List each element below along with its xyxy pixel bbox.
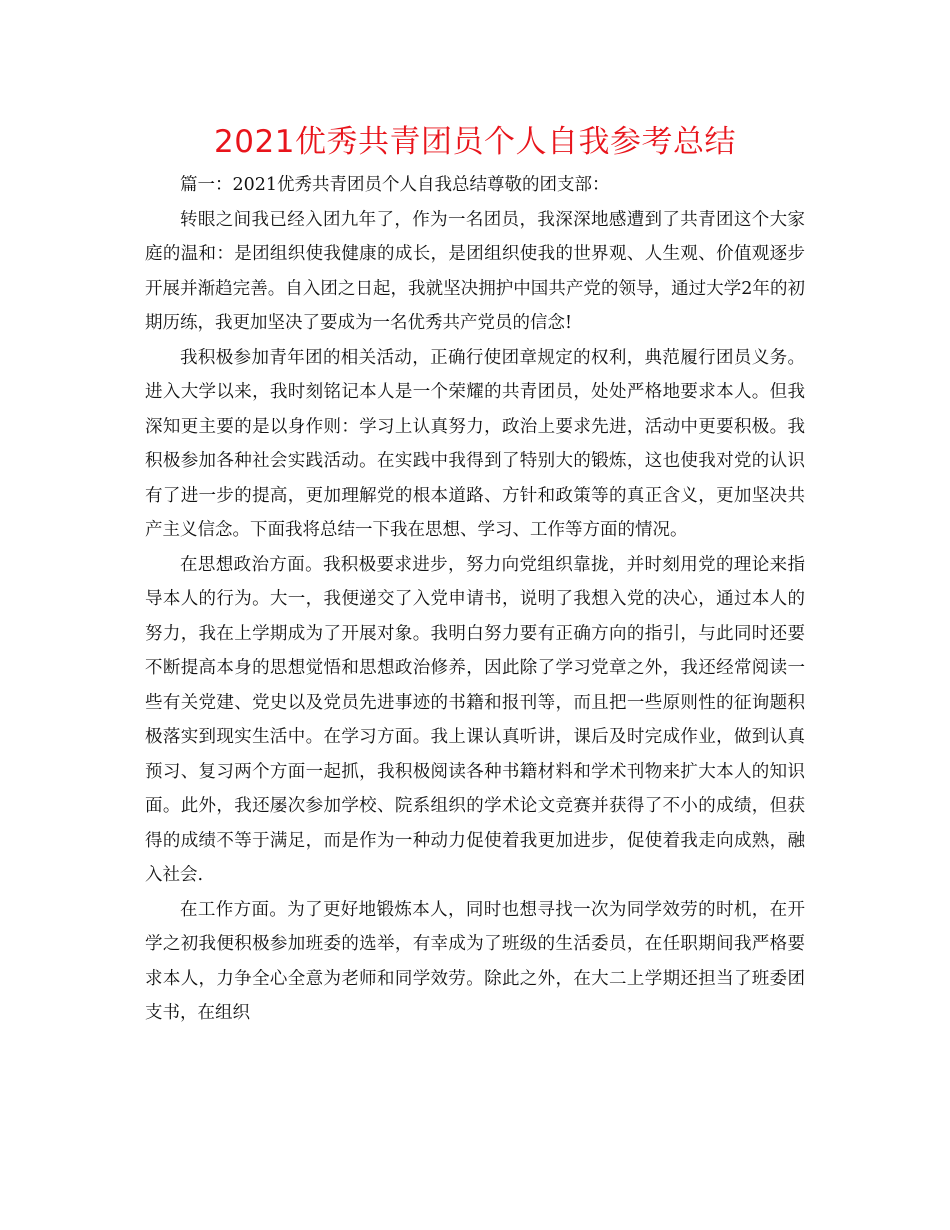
document-body [145, 168, 805, 1031]
document-title: 2021优秀共青团员个人自我参考总结 [214, 124, 736, 160]
paragraph-2: 我积极参加青年团的相关活动，正确行使团章规定的权利，典范履行团员义务。进入大学以来，我时刻铭记本人是一个荣耀的共青团员，处处严格地要求本人。但我深知更主要的是以身作则：学习上认真努力，政治上要求先进，活动中更要积极。我积极参加各种社会实践活动。在实践中我得到了特别大的锻炼，这也使我对党的认识有了进一步的提高，更加理解党的根本道路、方针和政策等的真正含义，更加坚决共产主义信念。下面我将总结一下我在思想、学习、工作等方面的情况。 [145, 347, 805, 540]
paragraph-3: 在思想政治方面。我积极要求进步，努力向党组织靠拢，并时刻用党的理论来指导本人的行为。大一，我便递交了入党申请书，说明了我想入党的决心，通过本人的努力，我在上学期成为了开展对象。我明白努力要有正确方向的指引，与此同时还要不断提高本身的思想觉悟和思想政治修养，因此除了学习党章之外，我还经常阅读一些有关党建、党史以及党员先进事迹的书籍和报刊等，而且把一些原则性的征询题积极落实到现实生活中。在学习方面。我上课认真听讲，课后及时完成作业，做到认真预习、复习两个方面一起抓，我积极阅读各种书籍材料和学术刊物来扩大本人的知识面。此外，我还屡次参加学校、院系组织的学术论文竞赛并获得了不小的成绩，但获得的成绩不等于满足，而是作为一种动力促使着我更加进步，促使着我走向成熟，融入社会. [145, 554, 805, 885]
paragraph-1: 转眼之间我已经入团九年了，作为一名团员，我深深地感遭到了共青团这个大家庭的温和：是团组织使我健康的成长，是团组织使我的世界观、人生观、价值观逐步开展并渐趋完善。自入团之日起，我就坚决拥护中国共产党的领导，通过大学2年的初期历练，我更加坚决了要成为一名优秀共产党员的信念! [145, 209, 805, 333]
paragraph-4: 在工作方面。为了更好地锻炼本人，同时也想寻找一次为同学效劳的时机，在开学之初我便积极参加班委的选举，有幸成为了班级的生活委员，在任职期间我严格要求本人，力争全心全意为老师和同学效劳。除此之外，在大二上学期还担当了班委团支书，在组织 [145, 899, 805, 1023]
paragraph-heading: 篇一：2021优秀共青团员个人自我总结尊敬的团支部： [180, 175, 610, 195]
